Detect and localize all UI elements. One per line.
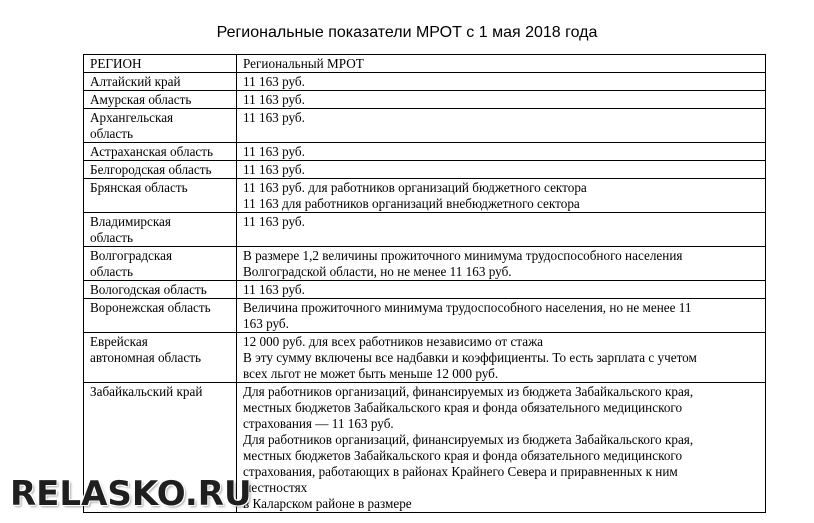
region-text: Вологодская область <box>90 282 207 297</box>
region-cell <box>84 109 237 143</box>
mrot-cell <box>237 91 766 109</box>
mrot-cell <box>237 247 766 281</box>
region-text: Владимирская <box>90 214 171 229</box>
region-text: Алтайский край <box>90 74 181 89</box>
site-watermark: RELASKO.RU <box>10 474 252 514</box>
region-text: Забайкальский край <box>90 384 203 399</box>
region-cell <box>84 161 237 179</box>
region-cell <box>84 213 237 247</box>
region-text: Еврейская <box>90 334 148 349</box>
region-cell <box>84 179 237 213</box>
table-row <box>84 91 766 109</box>
mrot-text: 11 163 руб. <box>243 162 305 177</box>
region-text: Амурская область <box>90 92 192 107</box>
region-cell <box>84 73 237 91</box>
table-row <box>84 179 766 213</box>
mrot-text: 11 163 руб. <box>243 74 305 89</box>
mrot-cell <box>237 109 766 143</box>
mrot-text: всех льгот не может быть меньше 12 000 руб. <box>243 366 499 381</box>
region-text: область <box>90 264 134 279</box>
mrot-text: страхования — 11 163 руб. <box>243 416 394 431</box>
mrot-text: местных бюджетов Забайкальского края и фонда обязательного медицинского <box>243 400 683 415</box>
column-header-mrot: Региональный МРОТ <box>237 55 766 73</box>
region-text: Волгоградская <box>90 248 173 263</box>
mrot-text: Волгоградской области, но не менее 11 163 руб. <box>243 264 512 279</box>
region-text: автономная область <box>90 350 201 365</box>
mrot-text: В эту сумму включены все надбавки и коэффициенты. То есть зарплата с учетом <box>243 350 697 365</box>
mrot-cell <box>237 299 766 333</box>
mrot-text: местных бюджетов Забайкальского края и фонда обязательного медицинского <box>243 448 683 463</box>
table-row <box>84 109 766 143</box>
region-cell <box>84 333 237 383</box>
region-cell <box>84 143 237 161</box>
region-cell <box>84 91 237 109</box>
mrot-text: 12 000 руб. для всех работников независимо от стажа <box>243 334 544 349</box>
mrot-table <box>83 54 766 513</box>
mrot-text: 11 163 руб. <box>243 110 305 125</box>
region-text: Архангельская <box>90 110 174 125</box>
column-header-region: РЕГИОН <box>84 55 237 73</box>
mrot-text: 11 163 руб. <box>243 92 305 107</box>
mrot-text: 163 руб. <box>243 316 289 331</box>
mrot-cell <box>237 161 766 179</box>
table-row <box>84 143 766 161</box>
table-row <box>84 161 766 179</box>
mrot-text: 11 163 руб. для работников организаций бюджетного сектора <box>243 180 587 195</box>
page-title: Региональные показатели МРОТ с 1 мая 2018 года <box>216 24 598 41</box>
table-row <box>84 299 766 333</box>
mrot-text: Величина прожиточного минимума трудоспособного населения, но не менее 11 <box>243 300 692 315</box>
mrot-text: Для работников организаций, финансируемых из бюджета Забайкальского края, <box>243 384 694 399</box>
region-text: Астраханская область <box>90 144 214 159</box>
mrot-cell <box>237 143 766 161</box>
region-cell <box>84 247 237 281</box>
mrot-text: 11 163 руб. <box>243 214 305 229</box>
table-row <box>84 73 766 91</box>
region-text: Брянская область <box>90 180 188 195</box>
region-text: Воронежская область <box>90 300 211 315</box>
table-row <box>84 213 766 247</box>
table-row <box>84 333 766 383</box>
table-row <box>84 247 766 281</box>
region-text: область <box>90 230 134 245</box>
mrot-cell <box>237 73 766 91</box>
table-header-row <box>84 55 766 73</box>
region-cell <box>84 281 237 299</box>
mrot-text: 11 163 руб. <box>243 282 305 297</box>
mrot-cell <box>237 213 766 247</box>
mrot-text: 11 163 для работников организаций внебюджетного сектора <box>243 196 580 211</box>
region-cell <box>84 299 237 333</box>
mrot-text: 11 163 руб. <box>243 144 305 159</box>
region-text: Белгородская область <box>90 162 212 177</box>
mrot-cell <box>237 179 766 213</box>
mrot-cell <box>237 281 766 299</box>
table-row <box>84 281 766 299</box>
mrot-text: страхования, работающих в районах Крайнего Севера и приравненных к ним <box>243 464 678 479</box>
mrot-text: местностях <box>243 480 308 495</box>
region-text: область <box>90 126 134 141</box>
mrot-text: в Каларском районе в размере <box>243 496 412 511</box>
mrot-text: Для работников организаций, финансируемых из бюджета Забайкальского края, <box>243 432 694 447</box>
mrot-text: В размере 1,2 величины прожиточного минимума трудоспособного населения <box>243 248 683 263</box>
mrot-cell <box>237 383 766 513</box>
mrot-cell <box>237 333 766 383</box>
